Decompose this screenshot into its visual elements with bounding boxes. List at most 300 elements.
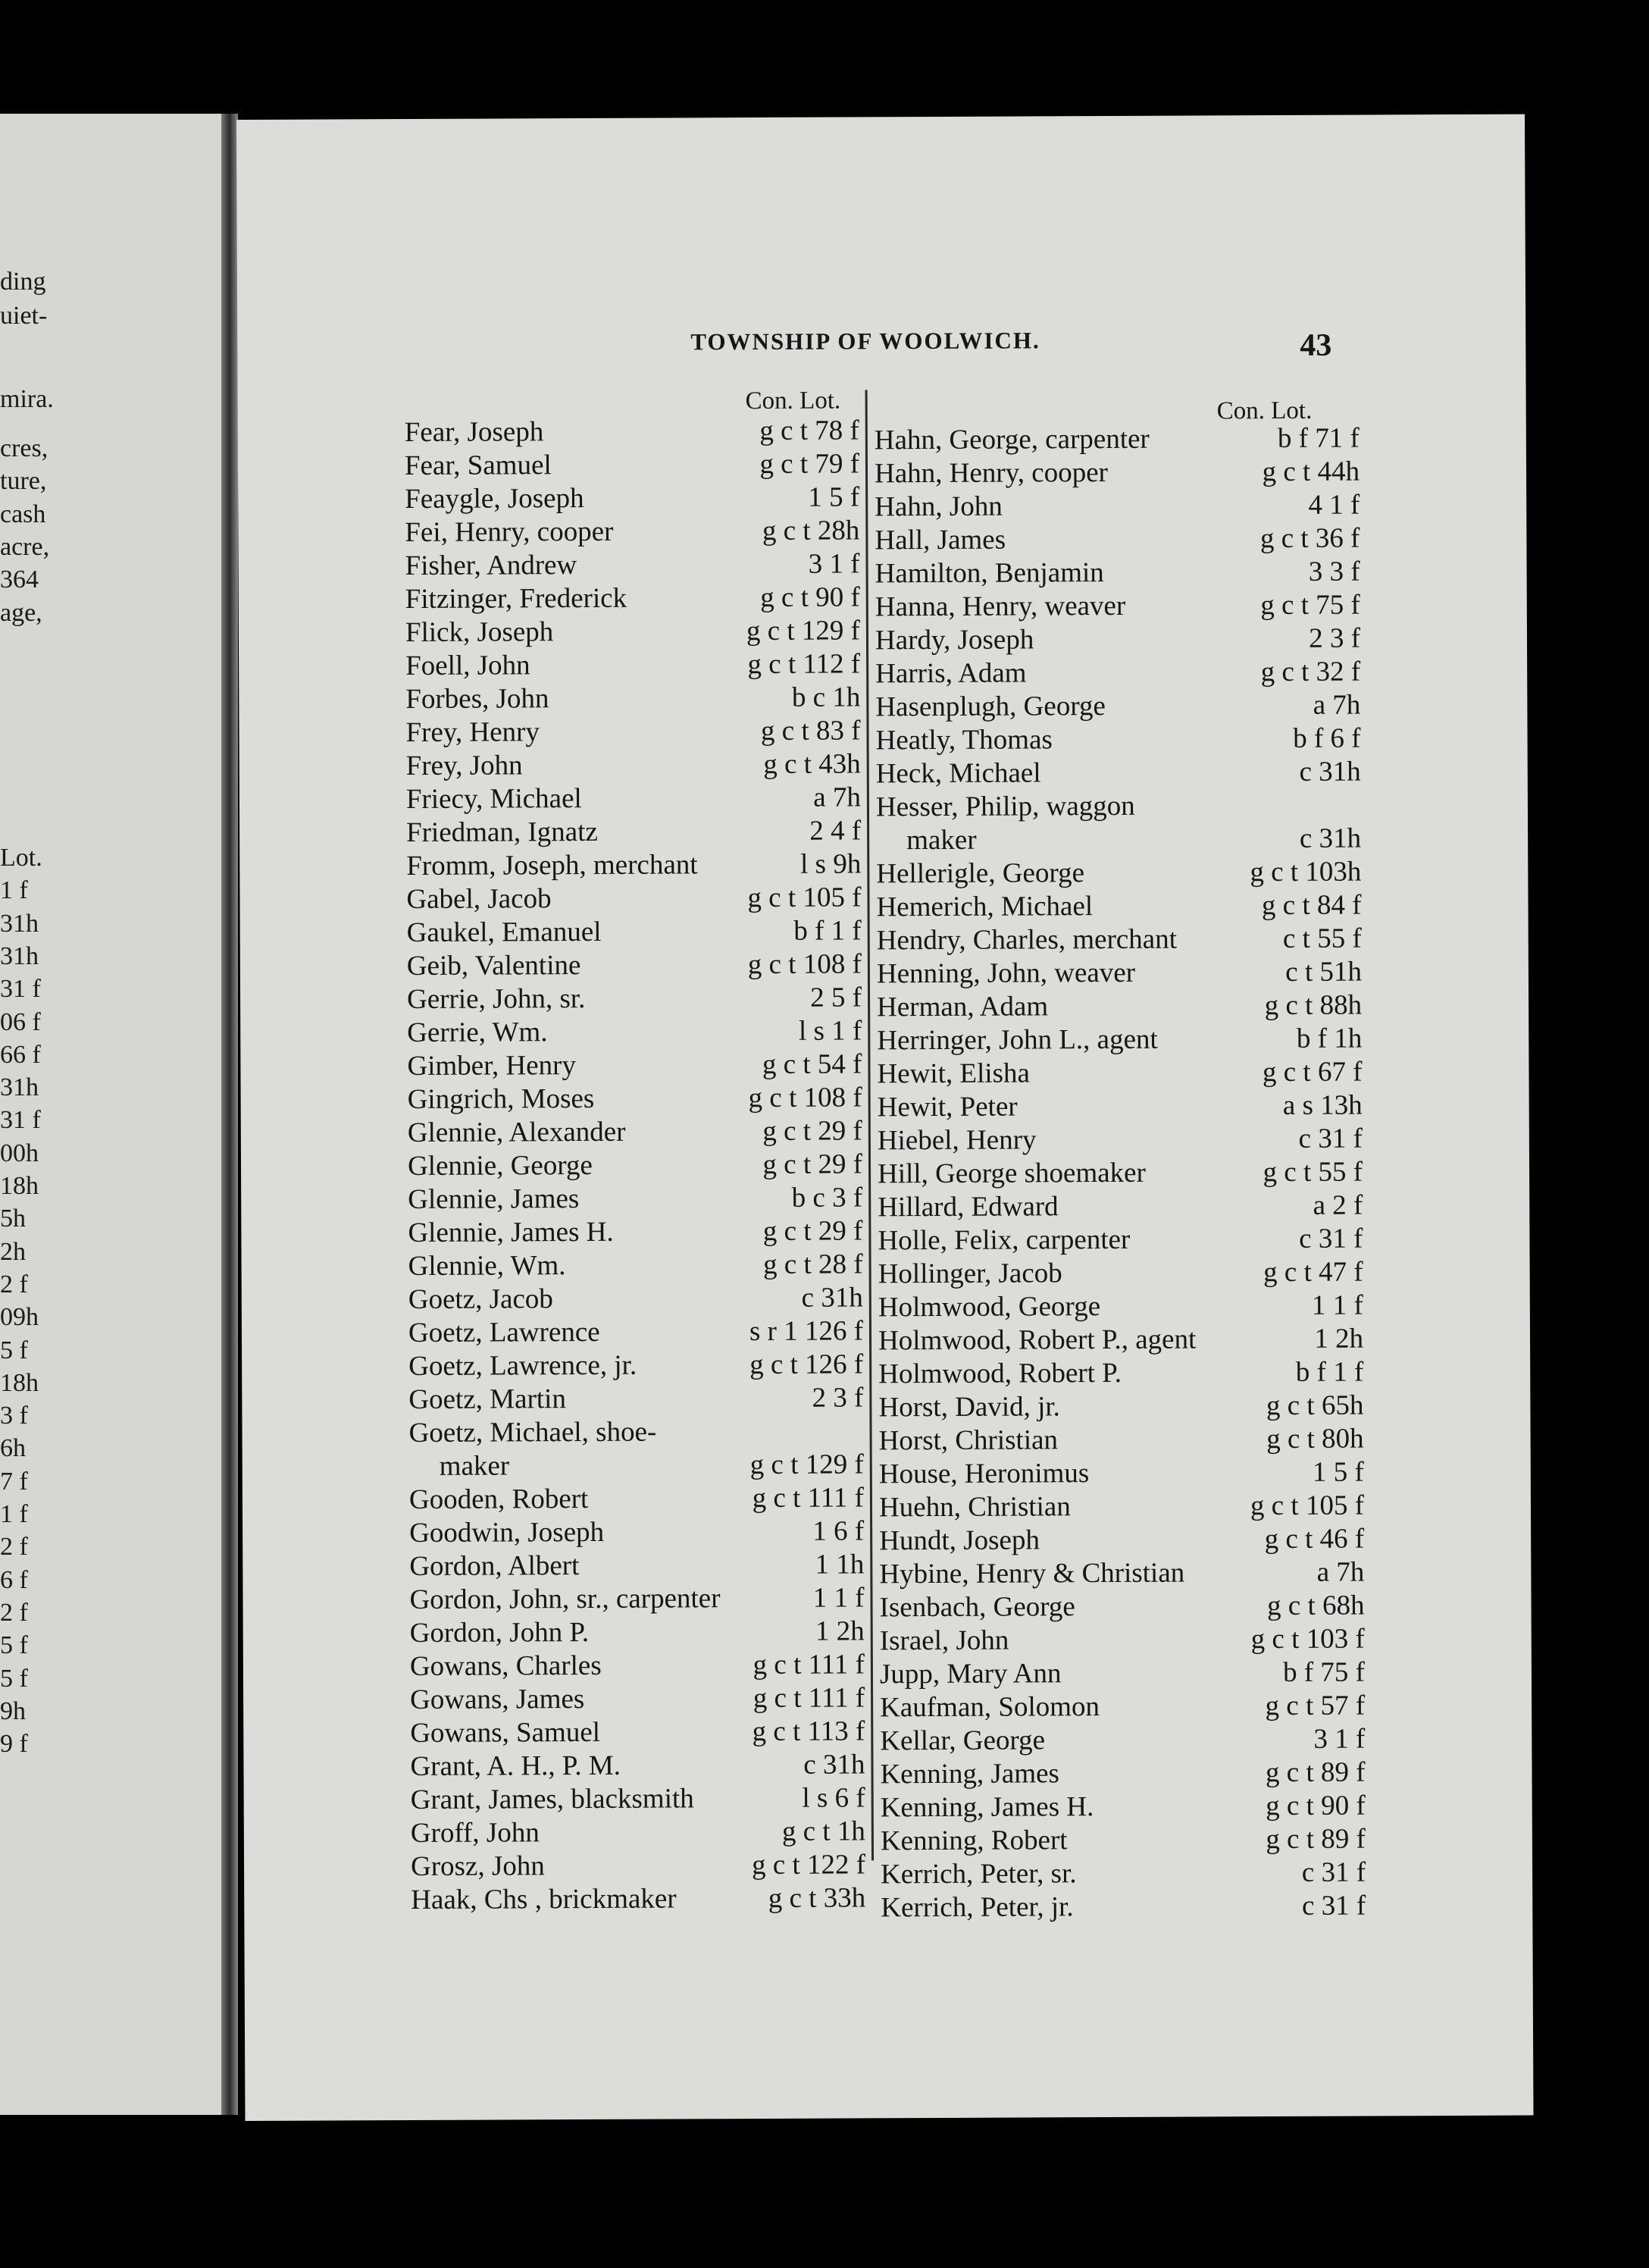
entry-con-lot: g c t 36 f <box>1259 522 1360 555</box>
entry-con-lot: g c t 32 f <box>1260 656 1361 688</box>
entry-name: Grosz, John <box>410 1850 545 1883</box>
directory-entry <box>875 689 1360 725</box>
entry-con-lot: c t 51h <box>1285 956 1363 988</box>
entry-con-lot: g c t 65h <box>1266 1389 1364 1422</box>
entry-name: Gerrie, Wm. <box>407 1017 548 1049</box>
directory-entry <box>878 1189 1363 1225</box>
facing-page-fragment: 31 f <box>0 1106 41 1135</box>
entry-con-lot: g c t 28 f <box>762 1248 863 1280</box>
entry-con-lot: g c t 55 f <box>1263 1156 1363 1189</box>
entry-name: Hewit, Elisha <box>877 1057 1030 1090</box>
entry-con-lot: 1 2h <box>815 1615 865 1647</box>
entry-con-lot: g c t 112 f <box>747 648 861 681</box>
facing-page-fragment: 00h <box>0 1139 39 1167</box>
entry-con-lot: g c t 57 f <box>1265 1690 1366 1722</box>
entry-con-lot: g c t 126 f <box>749 1349 864 1381</box>
entry-name: House, Heronimus <box>878 1458 1090 1490</box>
entry-name: Frey, John <box>405 750 523 782</box>
entry-con-lot: g c t 78 f <box>759 415 859 446</box>
facing-page-fragment: 3 f <box>0 1402 28 1430</box>
directory-entry <box>881 1890 1366 1925</box>
entry-con-lot: 1 1h <box>815 1549 865 1580</box>
column-divider <box>865 390 874 1860</box>
entry-name: maker <box>439 1450 510 1482</box>
entry-con-lot: g c t 29 f <box>762 1115 862 1147</box>
directory-entry <box>410 1748 865 1784</box>
directory-entry <box>407 981 862 1017</box>
facing-page-fragment: 9h <box>0 1696 26 1725</box>
directory-entry <box>878 1089 1363 1125</box>
directory-entry <box>406 847 861 883</box>
directory-entry <box>411 1881 865 1917</box>
directory-entry <box>875 489 1360 525</box>
directory-entry <box>407 1014 862 1050</box>
directory-entry <box>408 1214 862 1250</box>
entry-con-lot: g c t 90 f <box>760 581 860 613</box>
entry-con-lot: b f 6 f <box>1293 722 1361 754</box>
facing-page-fragment: Lot. <box>0 844 42 872</box>
directory-entry <box>407 1048 862 1083</box>
directory-entry <box>408 1414 863 1450</box>
entry-con-lot: g c t 108 f <box>747 948 862 981</box>
entry-name: Glennie, George <box>407 1149 593 1183</box>
facing-page-fragment: 364 <box>0 565 39 594</box>
entry-name: Fisher, Andrew <box>405 550 577 582</box>
directory-entry <box>875 556 1360 591</box>
directory-entry <box>875 589 1360 625</box>
directory-entry <box>877 956 1362 991</box>
directory-entry <box>407 948 862 983</box>
entry-name: Grant, James, blacksmith <box>410 1783 694 1816</box>
entry-name: Fear, Samuel <box>404 450 552 482</box>
facing-page-fragment: 31h <box>0 1073 39 1102</box>
entry-name: Herman, Adam <box>877 991 1049 1023</box>
facing-page-fragment: 7 f <box>0 1467 28 1496</box>
directory-entry <box>878 1123 1363 1158</box>
directory-entry <box>877 989 1362 1025</box>
entry-con-lot: g c t 88h <box>1264 989 1363 1022</box>
entry-name: Glennie, James H. <box>408 1216 614 1249</box>
directory-entry <box>878 1156 1363 1192</box>
directory-entry <box>878 1356 1363 1392</box>
entry-name: Hahn, George, carpenter <box>874 423 1150 456</box>
entry-con-lot: g c t 28h <box>762 515 860 547</box>
entry-con-lot: 3 1 f <box>808 548 860 580</box>
entry-name: Henning, John, weaver <box>876 957 1136 990</box>
entry-con-lot: g c t 111 f <box>753 1649 865 1681</box>
entry-con-lot: a 2 f <box>1313 1189 1363 1221</box>
entry-con-lot: c 31 f <box>1301 1856 1366 1888</box>
directory-entry <box>875 622 1360 658</box>
entry-name: Gingrich, Moses <box>407 1082 595 1116</box>
directory-entry <box>409 1581 864 1617</box>
entry-name: Kellar, George <box>880 1724 1046 1757</box>
facing-page-fragment: 2h <box>0 1237 26 1266</box>
entry-name: Kerrich, Peter, jr. <box>881 1891 1074 1924</box>
entry-name: Holmwood, Robert P., agent <box>878 1324 1197 1357</box>
entry-name: Friedman, Ignatz <box>406 816 598 849</box>
entry-con-lot: 1 1 f <box>1311 1289 1363 1321</box>
book-binding <box>221 114 238 2115</box>
entry-con-lot: g c t 43h <box>763 748 861 780</box>
entry-name: Isenbach, George <box>879 1591 1075 1624</box>
entry-con-lot: 1 5 f <box>1312 1456 1364 1488</box>
facing-page-fragment: ding <box>0 268 46 296</box>
entry-con-lot: g c t 75 f <box>1260 589 1360 622</box>
entry-con-lot: g c t 29 f <box>762 1215 863 1247</box>
directory-entry <box>878 1223 1363 1258</box>
entry-name: Geib, Valentine <box>406 950 581 982</box>
entry-con-lot: b f 75 f <box>1282 1656 1366 1688</box>
entry-name: Hahn, Henry, cooper <box>874 456 1109 490</box>
entry-name: Gerrie, John, sr. <box>406 983 586 1016</box>
page-title: TOWNSHIP OF WOOLWICH. <box>690 327 1040 356</box>
entry-name: Glennie, James <box>408 1183 580 1216</box>
entry-name: Goodwin, Joseph <box>409 1516 605 1549</box>
facing-page-fragment: 2 f <box>0 1598 28 1627</box>
facing-page-fragment: 31 f <box>0 975 41 1004</box>
entry-name: Hundt, Joseph <box>879 1524 1040 1557</box>
directory-entry <box>408 1114 862 1150</box>
directory-entry <box>875 422 1360 458</box>
facing-page-edge <box>0 114 227 2115</box>
entry-name: Fitzinger, Frederick <box>405 582 627 616</box>
entry-con-lot: c 31h <box>801 1282 863 1314</box>
entry-name: Forbes, John <box>405 683 549 716</box>
entry-con-lot: a 7h <box>1313 689 1361 721</box>
entry-con-lot: l s 6 f <box>802 1782 865 1814</box>
directory-entry <box>405 581 860 616</box>
directory-entry <box>409 1548 864 1584</box>
page-number: 43 <box>1300 327 1332 363</box>
directory-entry <box>876 889 1361 925</box>
directory-entry <box>879 1590 1364 1625</box>
directory-entry <box>405 681 860 716</box>
entry-name: Hardy, Joseph <box>875 624 1034 656</box>
directory-entry <box>406 781 861 816</box>
directory-entry <box>876 856 1361 891</box>
directory-entry <box>405 514 859 550</box>
entry-name: Goetz, Lawrence, jr. <box>408 1349 637 1383</box>
entry-name: Gooden, Robert <box>408 1483 589 1516</box>
entry-name: Horst, Christian <box>878 1424 1059 1457</box>
entry-con-lot: g c t 67 f <box>1262 1056 1363 1089</box>
entry-con-lot: g c t 44h <box>1262 456 1360 488</box>
entry-name: Kenning, James H. <box>880 1791 1094 1824</box>
entry-con-lot: g c t 129 f <box>749 1449 864 1481</box>
entry-con-lot: g c t 46 f <box>1264 1523 1365 1555</box>
entry-name: Hendry, Charles, merchant <box>876 923 1178 957</box>
entry-con-lot: 3 3 f <box>1308 556 1360 587</box>
facing-page-fragment: 6 f <box>0 1565 28 1594</box>
entry-name: Gowans, James <box>410 1684 585 1716</box>
entry-con-lot: s r 1 126 f <box>749 1315 864 1348</box>
entry-con-lot: g c t 122 f <box>751 1849 866 1881</box>
entry-con-lot: g c t 108 f <box>748 1082 862 1114</box>
entry-con-lot: g c t 89 f <box>1266 1823 1366 1856</box>
entry-con-lot: g c t 105 f <box>1250 1490 1365 1522</box>
entry-name: Hewit, Peter <box>877 1091 1018 1123</box>
directory-entry <box>408 1081 862 1117</box>
directory-entry <box>878 1289 1363 1325</box>
facing-page-fragment: 2 f <box>0 1270 28 1298</box>
facing-page-fragment: mira. <box>0 385 54 413</box>
directory-page <box>236 114 1534 2121</box>
entry-con-lot: g c t 103h <box>1250 856 1362 888</box>
entry-con-lot: g c t 79 f <box>759 448 860 480</box>
facing-page-fragment: 1 f <box>0 876 28 905</box>
entry-name: Goetz, Michael, shoe- <box>408 1416 657 1449</box>
directory-entry <box>875 656 1360 691</box>
entry-con-lot: 2 3 f <box>812 1382 864 1414</box>
directory-entry <box>411 1815 865 1850</box>
directory-entry <box>405 714 860 750</box>
entry-name: Hill, George shoemaker <box>877 1157 1146 1190</box>
entry-name: Gimber, Henry <box>407 1050 577 1082</box>
entry-name: Jupp, Mary Ann <box>879 1658 1062 1690</box>
right-column <box>875 422 1366 1925</box>
directory-entry <box>408 1248 863 1283</box>
directory-entry <box>881 1823 1366 1859</box>
entry-name: Goetz, Martin <box>408 1383 567 1416</box>
entry-con-lot: 3 1 f <box>1313 1723 1366 1755</box>
entry-con-lot: g c t 90 f <box>1266 1790 1366 1822</box>
directory-entry <box>880 1690 1365 1725</box>
entry-name: Foell, John <box>405 650 530 682</box>
directory-entry <box>880 1723 1365 1759</box>
facing-page-fragment: 09h <box>0 1303 39 1332</box>
entry-con-lot: g c t 1h <box>781 1815 865 1847</box>
entry-con-lot: c 31 f <box>1299 1223 1363 1255</box>
entry-con-lot: b f 1 f <box>793 915 862 947</box>
entry-con-lot: a 7h <box>813 782 861 813</box>
entry-con-lot: 1 1 f <box>812 1582 865 1614</box>
entry-name: Haak, Chs , brickmaker <box>411 1883 677 1916</box>
directory-entry <box>880 1623 1365 1659</box>
entry-con-lot: c t 55 f <box>1282 923 1362 954</box>
directory-entry <box>406 881 861 916</box>
entry-con-lot: g c t 103 f <box>1250 1623 1365 1656</box>
entry-con-lot: 1 2h <box>1314 1323 1364 1355</box>
directory-entry <box>408 1348 863 1383</box>
entry-con-lot: g c t 33h <box>768 1882 866 1914</box>
entry-con-lot: g c t 83 f <box>760 715 861 747</box>
directory-entry <box>408 1148 862 1183</box>
facing-page-fragment: 5h <box>0 1204 26 1233</box>
entry-name: Herringer, John L., agent <box>877 1023 1158 1057</box>
directory-entry <box>881 1790 1366 1825</box>
entry-con-lot: g c t 105 f <box>747 882 862 914</box>
entry-name: Glennie, Alexander <box>407 1116 626 1149</box>
entry-name: Hahn, John <box>875 490 1003 523</box>
directory-entry <box>406 814 861 850</box>
entry-name: Frey, Henry <box>405 716 540 749</box>
left-column <box>405 414 866 1917</box>
entry-name: Huehn, Christian <box>878 1491 1071 1524</box>
entry-name: Feaygle, Joseph <box>405 483 584 515</box>
directory-entry <box>879 1490 1364 1525</box>
entry-name: maker <box>906 824 977 857</box>
entry-con-lot: 2 3 f <box>1309 622 1361 654</box>
directory-entry <box>409 1448 864 1483</box>
facing-page-fragment: 6h <box>0 1434 26 1463</box>
directory-entry <box>410 1681 865 1717</box>
entry-name: Hillard, Edward <box>878 1191 1059 1223</box>
directory-entry <box>405 447 859 483</box>
directory-entry <box>405 414 859 450</box>
entry-con-lot: l s 1 f <box>798 1015 862 1047</box>
entry-con-lot: g c t 47 f <box>1263 1256 1363 1289</box>
directory-entry <box>877 923 1362 958</box>
entry-name: Gaukel, Emanuel <box>406 916 602 949</box>
entry-con-lot: g c t 111 f <box>752 1482 865 1515</box>
left-column-header: Con. Lot. <box>745 387 841 415</box>
entry-name: Hesser, Philip, waggon <box>875 790 1135 823</box>
entry-name: Kenning, James <box>880 1758 1059 1790</box>
entry-name: Groff, John <box>410 1817 540 1850</box>
directory-entry <box>405 614 860 650</box>
entry-con-lot: 1 5 f <box>808 481 860 513</box>
entry-con-lot: 1 6 f <box>812 1515 865 1547</box>
entry-name: Hiebel, Henry <box>877 1124 1037 1157</box>
directory-entry <box>876 789 1361 825</box>
entry-name: Glennie, Wm. <box>408 1250 566 1283</box>
entry-con-lot: c 31h <box>803 1749 865 1781</box>
facing-page-fragment: acre, <box>0 533 50 561</box>
entry-con-lot: 2 4 f <box>809 815 862 847</box>
entry-name: Gowans, Samuel <box>410 1716 601 1750</box>
entry-con-lot: 4 1 f <box>1308 489 1360 521</box>
facing-page-fragment: ture, <box>0 467 47 495</box>
entry-con-lot: g c t 111 f <box>753 1682 865 1715</box>
directory-entry <box>405 547 859 583</box>
entry-name: Grant, A. H., P. M. <box>410 1750 621 1783</box>
entry-name: Goetz, Jacob <box>408 1283 553 1316</box>
directory-entry <box>408 1181 862 1217</box>
entry-name: Kenning, Robert <box>880 1825 1068 1857</box>
right-column-header: Con. Lot. <box>1216 396 1313 425</box>
entry-con-lot: b c 3 f <box>791 1182 863 1214</box>
facing-page-fragment: 2 f <box>0 1533 28 1562</box>
entry-name: Heck, Michael <box>875 757 1041 790</box>
entry-con-lot: a s 13h <box>1282 1089 1363 1121</box>
entry-name: Hellerigle, George <box>876 857 1085 890</box>
directory-entry <box>410 1648 865 1684</box>
facing-page-fragment: uiet- <box>0 302 48 330</box>
entry-name: Hollinger, Jacob <box>878 1258 1062 1290</box>
directory-entry <box>881 1856 1366 1892</box>
directory-entry <box>879 1556 1364 1592</box>
directory-entry <box>880 1756 1365 1792</box>
directory-entry <box>875 456 1360 491</box>
entry-name: Hasenplugh, George <box>875 691 1106 723</box>
facing-page-fragment: 31h <box>0 941 39 970</box>
entry-con-lot: c 31 f <box>1298 1123 1363 1154</box>
directory-entry <box>405 481 859 516</box>
entry-name: Holmwood, George <box>878 1291 1101 1324</box>
directory-entry <box>410 1715 865 1750</box>
directory-entry <box>409 1515 864 1550</box>
directory-entry <box>411 1848 865 1884</box>
entry-con-lot: 2 5 f <box>810 982 862 1013</box>
entry-name: Friecy, Michael <box>405 783 582 816</box>
entry-name: Kaufman, Solomon <box>880 1691 1100 1724</box>
entry-name: Hamilton, Benjamin <box>875 557 1104 590</box>
entry-con-lot: g c t 54 f <box>762 1048 862 1080</box>
entry-name: Israel, John <box>879 1624 1009 1657</box>
entry-name: Harris, Adam <box>875 657 1027 690</box>
facing-page-fragment: cres, <box>0 434 48 462</box>
directory-entry <box>879 1456 1364 1492</box>
entry-con-lot: g c t 68h <box>1267 1590 1365 1622</box>
entry-name: Horst, David, jr. <box>878 1391 1060 1424</box>
entry-con-lot: g c t 129 f <box>746 615 861 647</box>
entry-con-lot: b f 1 f <box>1295 1356 1364 1388</box>
directory-entry <box>880 1656 1365 1692</box>
entry-name: Hanna, Henry, weaver <box>875 590 1126 623</box>
directory-entry <box>410 1615 865 1650</box>
entry-name: Gabel, Jacob <box>406 883 552 916</box>
directory-entry <box>407 914 862 950</box>
facing-page-fragment: 66 f <box>0 1040 41 1069</box>
entry-con-lot: g c t 80h <box>1266 1423 1364 1455</box>
directory-entry <box>878 1389 1363 1425</box>
directory-entry <box>408 1381 863 1417</box>
directory-entry <box>405 647 860 683</box>
entry-name: Holmwood, Robert P. <box>878 1357 1122 1390</box>
entry-name: Gowans, Charles <box>409 1649 602 1683</box>
facing-page-fragment: age, <box>0 599 42 627</box>
directory-entry <box>878 1323 1363 1358</box>
entry-name: Heatly, Thomas <box>875 724 1053 757</box>
directory-entry <box>875 722 1360 758</box>
entry-name: Goetz, Lawrence <box>408 1316 600 1349</box>
directory-entry <box>878 1256 1363 1292</box>
entry-name: Hemerich, Michael <box>876 891 1094 923</box>
directory-entry <box>877 1023 1362 1058</box>
facing-page-fragment: 06 f <box>0 1007 41 1036</box>
entry-name: Fei, Henry, cooper <box>405 515 614 549</box>
entry-name: Holle, Felix, carpenter <box>878 1223 1131 1257</box>
entry-con-lot: l s 9h <box>800 848 862 880</box>
entry-name: Gordon, John P. <box>409 1616 590 1649</box>
entry-name: Hall, James <box>875 524 1006 556</box>
entry-con-lot: a 7h <box>1316 1556 1365 1588</box>
entry-con-lot: c 31h <box>1299 756 1361 788</box>
facing-page-fragment: 5 f <box>0 1336 28 1364</box>
entry-name: Fromm, Joseph, merchant <box>406 849 698 882</box>
entry-con-lot: b c 1h <box>791 681 861 713</box>
facing-page-fragment: 5 f <box>0 1631 28 1660</box>
entry-name: Gordon, John, sr., carpenter <box>409 1583 721 1616</box>
directory-entry <box>409 1481 864 1517</box>
directory-entry <box>406 747 861 783</box>
directory-entry <box>875 522 1360 558</box>
facing-page-fragment: 9 f <box>0 1730 28 1759</box>
facing-page-fragment: 18h <box>0 1368 39 1397</box>
entry-con-lot: g c t 84 f <box>1261 889 1362 922</box>
directory-entry <box>408 1281 863 1317</box>
facing-page-fragment: 18h <box>0 1172 39 1200</box>
entry-con-lot: b f 71 f <box>1277 422 1360 455</box>
directory-entry <box>876 756 1361 791</box>
entry-con-lot: c 31 f <box>1301 1890 1366 1922</box>
directory-entry <box>876 822 1361 858</box>
entry-name: Gordon, Albert <box>409 1550 580 1583</box>
entry-name: Hybine, Henry & Christian <box>879 1557 1185 1590</box>
entry-con-lot: b f 1h <box>1296 1023 1363 1054</box>
entry-con-lot: g c t 89 f <box>1265 1756 1366 1789</box>
